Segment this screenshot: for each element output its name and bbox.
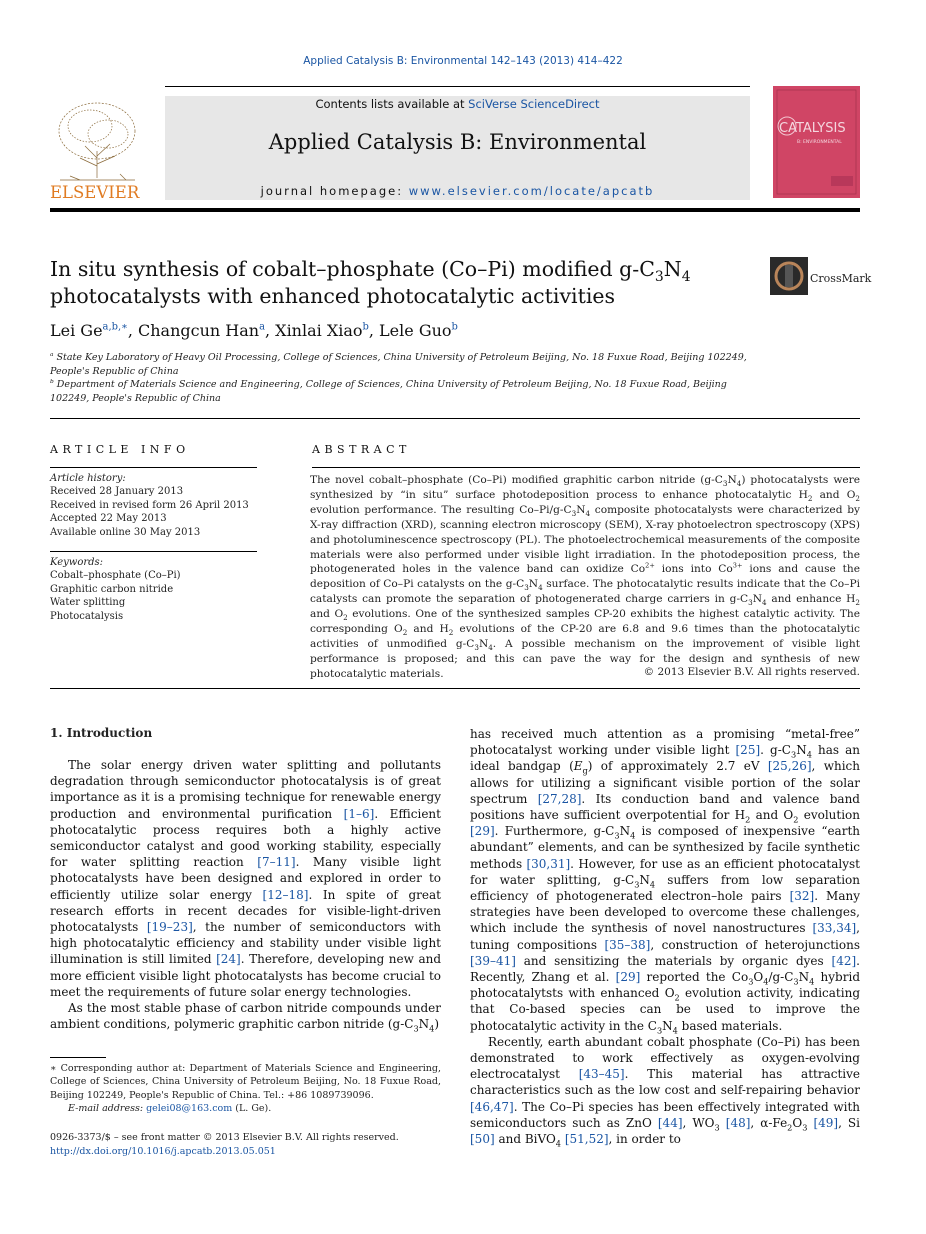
affiliation-b: $^b$ Department of Materials Science and Engineering, College of Sciences, China University of Petroleum Beijing, No. 18 Fuxue Road, Beijing 102249, People's Republic of China (50, 378, 727, 404)
author-name[interactable]: Lele Guo (379, 321, 452, 340)
section-heading-introduction: 1. Introduction (50, 726, 153, 740)
author-affiliation-marker[interactable]: a,b,∗ (102, 321, 128, 333)
citation-link[interactable]: [42] (831, 953, 857, 968)
abstract-rule (312, 467, 860, 468)
paragraph: has received much attention as a promising “metal-free” photocatalyst working under visible light [25]. $g-C_3N_4$ has an ideal bandgap $(E_g)$ of approximately 2.7 eV [25,26], which allows for utilizing a significant visible portion of the solar spectrum [27,28]. Its conduction band and valence band positions have sufficient overpotential for $H_2$ and $O_2$ evolution [29]. Furthermore, $g-C_3N_4$ is composed of inexpensive “earth abundant” elements, and can be synthesized by facile synthetic methods [30,31]. However, for use as an efficient photocatalyst for water splitting, $g-C_3N_4$ suffers from low separation efficiency of photogenerated electron–hole pairs [32]. Many strategies have been developed to overcome these challenges, which include the synthesis of novel nanostructures [33,34], tuning compositions [35–38], construction of heterojunctions [39–41] and sensitizing the materials by organic dyes [42]. Recently, Zhang et al. [29] reported the $Co_3O_4/g-C_3N_4$ hybrid photocatalytsts with enhanced $O_2$ evolution activity, indicating that Co-based species can be used to improve the photocatalytic activity in the $C_3N_4$ based materials. (470, 727, 861, 1036)
citation-link[interactable]: [1–6] (343, 806, 375, 821)
journal-reference[interactable]: Applied Catalysis B: Environmental 142–143 (2013) 414–422 (303, 55, 623, 67)
doi-link[interactable]: http://dx.doi.org/10.1016/j.apcatb.2013.05.051 (50, 1146, 276, 1157)
history-label: Article history: (50, 473, 126, 484)
paragraph: The solar energy driven water splitting and pollutants degradation through semiconductor photocatalysis is of great importance as it is a promising technique for renewable energy production and environmental purification [1–6]. Efficient photocatalytic process requires both a highly active semiconductor catalyst and good working stability, especially for water splitting reaction [7–11]. Many visible light photocatalysts have been designed and explored in order to efficiently utilize solar energy [12–18]. In spite of great research efforts in recent decades for visible-light-driven photocatalysts [19–23], the number of semiconductors with high photocatalytic efficiency and stability under visible light illumination is still limited [24]. Therefore, developing new and more efficient visible light photocatalysts has become crucial to meet the requirements of future solar energy technologies. (50, 758, 442, 999)
email-suffix: (L. Ge). (232, 1102, 272, 1114)
journal-cover (773, 86, 860, 198)
paragraph: Recently, earth abundant cobalt phosphate (Co–Pi) has been demonstrated to work effectively as oxygen-evolving electrocatalyst [43–45]. This material has attractive characteristics such as the low cost and self-repairing behavior [46,47]. The Co–Pi species has been effectively integrated with semiconductors such as ZnO [44], $WO_3$ [48], $\alpha-Fe_2O_3$ [49], Si [50] and BiVO$_4$ [51,52], in order to (470, 1034, 860, 1149)
citation-link[interactable]: [48] (725, 1115, 751, 1130)
footnote-rule (50, 1057, 106, 1058)
citation-link[interactable]: [32] (789, 889, 815, 904)
citation-link[interactable]: [7–11] (257, 855, 296, 870)
elsevier-logo (50, 96, 145, 201)
body-column-right (470, 726, 860, 1147)
email-label: E-mail address: (68, 1102, 147, 1114)
citation-link[interactable]: [25] (735, 743, 761, 758)
elsevier-tree-icon (50, 96, 145, 201)
history-item: Available online 30 May 2013 (50, 526, 201, 538)
citation-link[interactable]: [12–18] (262, 887, 309, 902)
citation-link[interactable]: [29] (615, 970, 641, 985)
keywords-label: Keywords: (50, 557, 104, 568)
affiliation-b-text: Department of Materials Science and Engineering, College of Sciences, China University of Petroleum Beijing, No. 18 Fuxue Road, Beijing 102249, People's Republic of China (50, 379, 727, 404)
abstract-text: The novel cobalt–phosphate (Co–Pi) modified graphitic carbon nitride $(g-C_3N_4)$ photocatalysts were synthesized by “in situ” surface photodeposition process to enhance photocatalytic $H_2$ and $O_2$ evolution performance. The resulting $Co-Pi/g-C_3N_4$ composite photocatalysts were characterized by X-ray diffraction (XRD), scanning electron microscopy (SEM), X-ray photoelectron spectroscopy (XPS) and photoluminescence spectroscopy (PL). The photoelectrochemical measurements of the composite materials were also performed under visible light irradiation. In the photodeposition process, the photogenerated holes in the valence band can oxidize $Co^{2+}$ ions into $Co^{3+}$ ions and cause the deposition of Co–Pi catalysts on the $g-C_3N_4$ surface. The photocatalytic results indicate that the Co–Pi catalysts can promote the separation of photogenerated charge carriers in $g-C_3N_4$ and enhance $H_2$ and $O_2$ evolutions. One of the synthesized samples CP-20 exhibits the highest catalytic activity. The corresponding $O_2$ and $H_2$ evolutions of the CP-20 are 6.8 and 9.6 times than the photocatalytic activities of unmodified $g-C_3N_4$. A possible mechanism on the improvement of visible light performance is proposed; and this can pave the way for the design and synthesis of new photocatalytic materials. (310, 474, 861, 680)
citation-link[interactable]: [29] (470, 824, 495, 839)
author-affiliation-marker[interactable]: b (451, 321, 458, 333)
info-rule (50, 467, 257, 468)
citation-link[interactable]: [24] (216, 952, 241, 967)
title-subscript-1: 3 (654, 269, 664, 286)
author-name[interactable]: Lei Ge (50, 321, 103, 340)
info-rule (50, 551, 257, 552)
affiliation-a: $^a$ State Key Laboratory of Heavy Oil Processing, College of Sciences, China University of Petroleum Beijing, No. 18 Fuxue Road, Beijing 102249, People's Republic of China (50, 351, 747, 377)
history-item: Accepted 22 May 2013 (50, 513, 167, 525)
citation-link[interactable]: [27,28] (537, 791, 582, 806)
article-info-heading: ARTICLE INFO (50, 443, 190, 456)
article-history (50, 472, 249, 539)
title-part-3: photocatalysts with enhanced photocatalytic activities (50, 284, 616, 308)
paragraph: As the most stable phase of carbon nitride compounds under ambient conditions, polymeric graphitic carbon nitride $(g-C_3N_4)$ (50, 1001, 441, 1034)
author-name[interactable]: Changcun Han (138, 321, 260, 340)
copyright-line: © 2013 Elsevier B.V. All rights reserved. (643, 666, 860, 678)
article-title (50, 256, 730, 310)
sciencedirect-link[interactable]: SciVerse ScienceDirect (468, 97, 600, 111)
citation-link[interactable]: [50] (470, 1132, 495, 1147)
affiliation-a-text: State Key Laboratory of Heavy Oil Processing, College of Sciences, China University of Petroleum Beijing, No. 18 Fuxue Road, Beijing 102249, People's Republic of China (50, 352, 747, 377)
homepage-prefix: journal homepage: (260, 184, 409, 198)
history-item: Received in revised form 26 April 2013 (50, 499, 249, 511)
keyword-item: Cobalt–phosphate (Co–Pi) (50, 570, 181, 582)
title-part-1: In situ synthesis of cobalt–phosphate (Co–Pi) modified g-C (50, 257, 655, 281)
crossmark-icon (770, 257, 872, 297)
history-item: Received 28 January 2013 (50, 486, 184, 498)
journal-title: Applied Catalysis B: Environmental (268, 130, 647, 154)
cover-image (773, 86, 860, 198)
issn-line: 0926-3373/$ – see front matter © 2013 Elsevier B.V. All rights reserved. (50, 1132, 399, 1143)
citation-link[interactable]: [25,26] (767, 759, 812, 774)
citation-link[interactable]: [19–23] (146, 920, 193, 935)
citation-link[interactable]: [51,52] (564, 1132, 609, 1147)
contents-line (165, 97, 750, 111)
cover-title: CATALYSIS (779, 121, 846, 136)
cover-subtitle: B: ENVIRONMENTAL (797, 140, 842, 145)
citation-link[interactable]: [33,34] (812, 921, 857, 936)
citation-link[interactable]: [49] (813, 1115, 839, 1130)
author-affiliation-marker[interactable]: b (362, 321, 369, 333)
title-part-2: N (663, 257, 682, 281)
abstract-heading: ABSTRACT (312, 443, 411, 456)
crossmark-label: CrossMark (810, 272, 872, 285)
keyword-item: Graphitic carbon nitride (50, 583, 174, 595)
author-affiliation-marker[interactable]: a (259, 321, 265, 333)
citation-link[interactable]: [43–45] (578, 1067, 625, 1082)
keyword-item: Photocatalysis (50, 610, 124, 622)
abstract-bottom-rule (50, 688, 860, 689)
keyword-item: Water splitting (50, 597, 126, 609)
header-thick-rule (50, 208, 860, 212)
citation-link[interactable]: [39–41] (470, 953, 516, 968)
citation-link[interactable]: [44] (657, 1115, 683, 1130)
corresponding-author-footnote (50, 1062, 441, 1115)
elsevier-wordmark: ELSEVIER (50, 183, 140, 202)
homepage-line (165, 184, 750, 198)
corresponding-author-text: ∗ Corresponding author at: Department of Materials Science and Engineering, College of Sciences, China University of Petroleum Beijing, No. 18 Fuxue Road, Beijing 102249, People's Republic of China. Tel.: +86 1089739096. (50, 1063, 441, 1101)
author-name[interactable]: Xinlai Xiao (275, 321, 363, 340)
header-rule (165, 86, 750, 87)
author-list: Lei $Ge^{a,b,∗}$, Changcun Han$^a$, Xinlai Xiao$^b$, Lele Guo$^b$ (50, 321, 458, 340)
citation-link[interactable]: [35–38] (604, 937, 651, 952)
homepage-link[interactable]: www.elsevier.com/locate/apcatb (408, 184, 655, 198)
email-link[interactable]: gelei08@163.com (146, 1102, 233, 1114)
citation-link[interactable]: [46,47] (470, 1099, 514, 1114)
section-rule (50, 418, 860, 419)
citation-link[interactable]: [30,31] (526, 856, 571, 871)
email-line (50, 1102, 441, 1115)
body-column-left (50, 757, 441, 1032)
title-subscript-2: 4 (681, 269, 691, 286)
keywords (50, 556, 181, 623)
contents-prefix: Contents lists available at (315, 97, 469, 111)
crossmark-badge[interactable] (770, 257, 872, 297)
